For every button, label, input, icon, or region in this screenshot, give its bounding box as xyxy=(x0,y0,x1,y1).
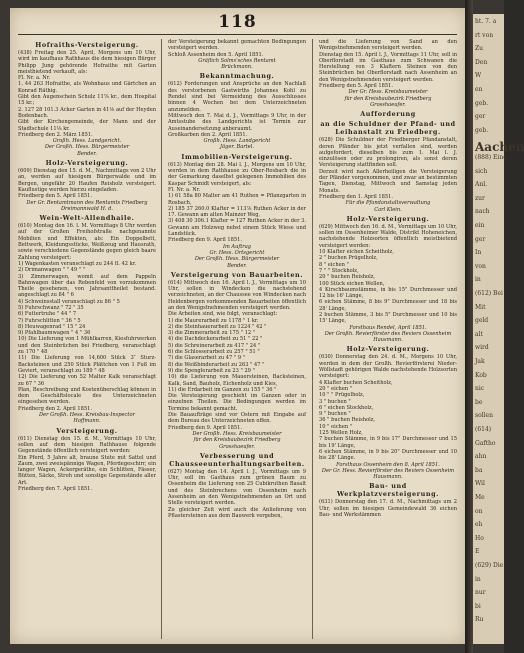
signature-line: Dreimannwald H. d. xyxy=(60,205,114,212)
body-paragraph: 2) Drimanwagen " " 49 " " xyxy=(18,267,86,274)
body-paragraph: 100 Stück eichen Wellen, xyxy=(319,280,385,287)
section-heading: Aufforderung xyxy=(360,110,416,119)
body-paragraph: 2 buchen Stämme, 3 bis 5" Durchmesser und 10 bis 15' Länge, xyxy=(319,311,457,325)
signature-line: Im Auftrag xyxy=(222,243,252,250)
section-heading: Versteigerung von Bauarbeiten. xyxy=(170,270,304,279)
column-divider xyxy=(312,39,313,639)
body-paragraph: 10 " " Prügelholz, xyxy=(319,392,365,399)
body-paragraph: Fl. Nr. a. Nr. xyxy=(168,186,201,193)
body-paragraph: 7 " " Stockholz, xyxy=(319,267,359,274)
adjacent-page-fragment: W xyxy=(475,72,482,80)
body-paragraph: 10) Die Lieferung von 1 Mühlkarren, Kiesfuhrwerken und den Steinbrüchen bei Friedberg, veranschlagt zu 170 " 48 xyxy=(18,336,157,356)
body-paragraph: Friedberg den 5. April 1851. xyxy=(18,193,92,200)
adjacent-page-fragment: geb. xyxy=(475,126,489,134)
adjacent-page-fragment: Kob xyxy=(475,371,487,379)
section-heading: Holz-Versteigerung. xyxy=(346,214,430,223)
body-paragraph: 10 " eichen " xyxy=(319,423,353,430)
signature-line: Hausmann. xyxy=(373,337,403,344)
adjacent-page-fragment: Gaftho xyxy=(475,439,496,447)
signature-line: Grosshaeufer. xyxy=(219,443,255,450)
body-paragraph: 8) die Weißbinderarbeit zu 263 " 47 " xyxy=(168,361,265,368)
body-paragraph: 11) die Erdarbeit im Ganzen zu 155 " 36 " xyxy=(168,386,277,393)
adjacent-page-fragment: nur xyxy=(475,589,486,597)
column-middle xyxy=(168,39,306,639)
adjacent-page-fragment: Wil xyxy=(475,480,485,488)
body-paragraph: 4 Klafter buchen Scheitholz, xyxy=(319,379,393,386)
signature-line: Großh. Hess. Landgericht xyxy=(203,138,271,145)
body-paragraph: Friedberg den 2. April 1851. xyxy=(18,405,92,412)
section-heading: an die Schuldner der Pfand- und Leihanstalt zu Friedberg. xyxy=(320,120,456,137)
signature-line: für den Kreisbaubezirk Friedberg xyxy=(344,95,432,102)
body-paragraph: 20 " eichen " xyxy=(319,385,353,392)
signature-line: Der Gr. Hess. Revierförster des Reviers Ossenheim xyxy=(321,467,455,474)
body-paragraph: 10) die Lieferung von Mauersteinen, Backsteinen, Kalk, Sand, Bauholz, Eichenholz und Kies, xyxy=(168,374,306,387)
body-paragraph: 36 " buchen Reisholz, xyxy=(319,417,376,424)
body-paragraph: (612) Forderungen und Ansprüche an den Nachlaß des verstorbenen Gastwirths Johannes Kohl zu Rendel sind bei Vermeidung des Ausschlusses binnen 4 Wochen bei dem Unterzeichneten anzumelden. xyxy=(168,81,306,113)
body-paragraph: 4 Kirschbaumstämme, in bis 15" Durchmesser und 12 bis 16' Länge, xyxy=(319,286,457,300)
body-paragraph: 8 " eichen " xyxy=(319,261,349,268)
signature-line: Großh. Hess. Landgericht. xyxy=(52,138,122,145)
adjacent-page-fragment: (629) Die xyxy=(475,562,504,569)
section-heading: Holz-Versteigerung. xyxy=(45,159,129,168)
body-paragraph: 2 " buchen Prügelholz, xyxy=(319,255,378,262)
body-paragraph: Ein Pferd, 5 Jahre alt, braune Stute mit Sattel und Zaum, zwei zweispännige Wagen, Pferdegeschirr, ein langer Wagen, Ackergeräthe, ein Schlitten, Fässer, Bütten, Säcke, Stroh und sonstige Gegenstände aller Art. xyxy=(18,454,156,486)
body-paragraph: 2) die Steinhauerarbeit zu 1224 " 42 " xyxy=(168,323,267,330)
body-paragraph: (438) Freitag den 25. April, Morgens um 10 Uhr, wird im kaufhaus Rathhaus die dem hiesigen Bürger Philipp Jung gehörende Hofraithe mit Garten meistbietend verkauft, als: xyxy=(18,50,156,75)
body-paragraph: (631) Donnerstag den 17. d. M., Nachmittags um 2 Uhr, sollen im hiesigen Gemeindewald 36 eichen Bau- und Werkstämmen xyxy=(319,499,457,518)
adjacent-page-fragment: nach xyxy=(475,208,490,216)
body-paragraph: (609) Dienstag den 15. d. M., Nachmittags von 2 Uhr an, werden auf hiesigem Bürgerwalde und im Bergen, ungefähr 20 Haufen Reisholz versteigert. Kauflustige werden hierzu eingeladen. xyxy=(18,168,156,193)
body-paragraph: 9) Pfahlbaumwagen " 4 " 36 xyxy=(18,330,91,337)
body-paragraph: (630) Donnerstag den 24. d. M., Morgens 10 Uhr, werden in dem der Großh. Revierförsterei Nieder-Wöllstadt gehörigen Walde nachstehende Holzsorten versteigert: xyxy=(319,354,457,380)
body-paragraph: Derzeit wird nach Allerheiligen die Versteigerung der Pfänder vorgenommen, und zwar an bestimmten Tagen, Dienstag, Mittwoch und Samstag jeden Monats. xyxy=(319,168,457,194)
body-paragraph: 6) die Schlosserarbeit zu 257 " 51 " xyxy=(168,349,260,356)
adjacent-page-fragment: in xyxy=(475,575,481,583)
adjacent-page-fragment: (612) Bei xyxy=(475,290,503,297)
adjacent-page-fragment: Mit xyxy=(475,303,486,311)
body-paragraph: 1) die Maurerarbeit zu 1178 " 1 kr. xyxy=(168,317,259,324)
signature-line: für den Kreisbaubezirk Friedberg xyxy=(193,437,281,444)
section-heading: Holz-Versteigerung. xyxy=(346,345,430,354)
adjacent-page-fragment: en xyxy=(475,86,483,93)
body-paragraph: 2. 127 28 101.3 Acker Garten in 41⅛ auf der Heyden Bodenbach. xyxy=(18,106,156,119)
body-paragraph: 5) Fuhrschwanz " 72 " 35 xyxy=(18,304,84,311)
signature-line: Forsthaus Rendel, April 1851. xyxy=(349,324,427,331)
body-paragraph: (628) Die Schuldner der Friedberger Pfandanstalt, deren Pfänder bis jetzt verfallen sind, werden aufgefordert, dieselben bis zum 1. Mai l. J. einzulösen oder zu prolongiren, als sonst deren Versteigerung stattfinden soll. xyxy=(319,137,457,169)
signature-line: Bender. xyxy=(227,262,247,269)
adjacent-page-fragment: on xyxy=(475,507,483,515)
body-paragraph: (613) Montag den 28. Mai l. J., Morgens um 10 Uhr, werden in dem Rathhause zu Ober-Rosbach die in der Gemarkung daselbst gelegenen Immobilien des Kaspar Schmidt versteigert, als: xyxy=(168,161,306,187)
section-heading: Verbesserung und Chausseeunterhaltungsarbeiten. xyxy=(169,451,305,468)
page-number: 118 xyxy=(218,12,257,32)
adjacent-page-fragment: ahn xyxy=(475,453,487,461)
body-paragraph: 10 Klafter eichen Scheitholz, xyxy=(319,249,394,256)
signature-line: Für die Pfandanstaltsverwaltung xyxy=(345,200,431,207)
body-paragraph: Friedberg den 1. April 1851. xyxy=(319,193,393,200)
body-paragraph: 6 eichen Stämme, 8 bis 9" Durchmesser und 18 bis 28' Länge, xyxy=(319,299,457,312)
body-paragraph: der Versteigerung bekannt gemachten Bedingungen versteigert werden. xyxy=(168,39,306,52)
adjacent-page-fragment: E xyxy=(475,548,480,556)
body-paragraph: Schloß Assenheim den 5. April 1851. xyxy=(168,51,264,58)
signature-line: Der Großh. Hess. Kreisbaumeister xyxy=(192,430,282,437)
signature-line: Gräflich Solms'sches Rentamt xyxy=(198,57,276,64)
body-paragraph: Zu gleicher Zeit wird auch die Anlieferung von Pflastersteinen aus dem Bauwerk vergeben, xyxy=(168,506,306,519)
signature-line: Der Großh. Hess. Bürgermeister xyxy=(194,256,280,263)
section-heading: Versteigerung. xyxy=(56,426,118,435)
body-paragraph: Gibt den Augenschein Schulz 11⅞ kr., dem Hospital 15 kr.; xyxy=(18,94,156,107)
body-paragraph: 12) Die Lieferung von 52 Malter Kalk veranschlagt zu 67 " 36 xyxy=(18,374,156,387)
body-paragraph: 9 " buchen " xyxy=(319,411,351,418)
newspaper-page xyxy=(10,8,465,644)
adjacent-page-fragment: ein xyxy=(475,222,485,229)
adjacent-page-fragment: geb. xyxy=(475,99,489,107)
body-paragraph: 8) Heuwagenrad " 15 " 24 xyxy=(18,323,86,330)
body-paragraph: Die Arbeiten sind, wie folgt, veranschlagt: xyxy=(168,311,278,318)
section-heading: Wein-Welt-Allendhaile. xyxy=(39,214,135,223)
adjacent-page-fragment: nic xyxy=(475,385,485,393)
adjacent-page-fragment: Aachen xyxy=(475,140,524,155)
adjacent-page-fragment: Anl. xyxy=(475,181,488,189)
signature-line: Der Großh. Hess. Bürgermeister xyxy=(44,144,130,151)
body-paragraph: 6 eichen Stämme, in 9 bis 20" Durchmesser und 10 bis 28' Länge. xyxy=(319,448,457,462)
signature-line: Hoffmann. xyxy=(73,418,101,425)
signature-line: Der Gr. Rentamtmann des Rentamts Friedberg xyxy=(26,199,148,206)
body-paragraph: 125 Wellen Holz, xyxy=(319,430,363,437)
body-paragraph: Mittwoch den 7. Mai d. J., Vormittags 9 Uhr, in der Amtsstube des Landgerichts ist Termin zur Auseinandersetzung anberaumt. xyxy=(168,112,306,132)
adjacent-page-fragment: ger xyxy=(475,113,486,121)
adjacent-page-fragment: Me xyxy=(475,494,485,501)
column-right xyxy=(319,39,457,639)
body-paragraph: 1) Wagenkasten veranschlagt zu 244 fl. 42 kr. xyxy=(18,260,137,267)
signature-line: Carl Klein. xyxy=(374,206,402,213)
body-paragraph: (614) Mittwoch den 16. April l. J., Vormittags um 10 Uhr, sollen in Windecken die nachstehend verzeichneten, an der Chaussee von Windecken nach Heldenbergen vorkommenden Bauarbeiten öffentlich an den Wenigstnehmenden versteigert werden. xyxy=(168,279,307,311)
header-rule xyxy=(18,34,457,35)
body-paragraph: 9) die Spenglerarbeit zu 23 " 29 " xyxy=(168,367,255,374)
adjacent-page-fragment: zur xyxy=(475,194,485,202)
adjacent-page-fragment: rt von xyxy=(475,31,494,39)
column-left xyxy=(18,39,156,639)
body-paragraph: 11) Die Lieferung von 14,600 Stück 3″ Sturz-Backsteinen und 250 Stück Plättchen von 1 Fuß im Geviert, veranschlagt zu 189 " 48 xyxy=(18,355,156,374)
body-paragraph: Gibt der Kirchengemeinde, der Mann und der Stadtschule 11⅛ kr. xyxy=(18,119,156,132)
adjacent-page-fragment: ger xyxy=(475,235,486,243)
body-paragraph: 20 " buchen Reisholz, xyxy=(319,274,376,281)
body-paragraph: 5) die Schreinerarbeit zu 417 " 24 " xyxy=(168,342,261,349)
body-paragraph: Plan, Beschreibung und Kostenüberschlag können in dem Geschäftslocale des Unterzeichneten eingesehen werden. xyxy=(18,386,156,406)
signature-line: Hausmann. xyxy=(373,474,403,481)
section-heading: Bekanntmachung. xyxy=(199,72,275,81)
signature-line: Gr. Hess. Ortsgericht xyxy=(209,249,265,256)
body-paragraph: Fl. Nr. a. Nr. xyxy=(18,75,51,82)
body-paragraph: und die Lieferung von Sand an den Wenigstnehmenden versteigert werden. xyxy=(319,39,457,52)
body-paragraph: 7) Fuhrschlitten " 36 " 5 xyxy=(18,317,81,324)
body-paragraph: 4) die Dachdeckerarbeit zu 51 " 22 " xyxy=(168,336,263,343)
adjacent-page-fragment: bi xyxy=(475,602,481,610)
adjacent-page-fragment: (614) xyxy=(475,426,492,433)
section-heading: Hofraiths-Versteigerung. xyxy=(35,41,139,49)
body-paragraph: 2) 185 37 260.0 Klafter = 113⅞ Ruthen Acker in der 17. Gewann am alten Mainzer Weg, xyxy=(168,205,306,219)
body-paragraph: (611) Dienstag den 15. d. M., Vormittags 10 Uhr, sollen auf dem hiesigen Rathhause folgende Gegenstände öffentlich versteigert werden: xyxy=(18,435,156,455)
signature-line: Jäger. Bartel. xyxy=(220,144,254,151)
body-paragraph: Friedberg den 9. April 1851. xyxy=(168,424,242,431)
signature-line: Grosshaeufer. xyxy=(370,101,406,108)
body-paragraph: 6) Futtertruhe " 44 " 7 xyxy=(18,311,77,318)
body-paragraph: Die Versteigerung geschieht im Ganzen oder in einzelnen Theilen. Die Bedingungen werden im Termine bekannt gemacht. xyxy=(168,393,306,412)
body-paragraph: 3) Zimmerwagen, womit auf dem Pappeln Bahnwagen über das Rebenfeld von vorzukommen Theile gesehenen, von Jahrsanttheilet bestand. angeschlagt zu 84 " 6 xyxy=(18,273,156,299)
body-paragraph: Großkarben den 2. April 1851. xyxy=(168,131,248,138)
body-paragraph: 3) die Zimmerarbeit zu 175 " 12 " xyxy=(168,330,256,337)
adjacent-page-fragment: In xyxy=(475,249,482,257)
adjacent-page-fragment: wird xyxy=(475,344,489,352)
signature-line: Der Gr. Hess. Kreisbaumeister xyxy=(348,89,428,96)
body-paragraph: 3) 408 30 306.1 Klafter = 127 Ruthen Acker in der 3. Gewann am Holzweg nebst einem Stück Wiese und Landstück. xyxy=(168,218,306,238)
section-heading: Bau- und Werkplatzversteigerung. xyxy=(336,482,439,499)
adjacent-page-fragment: eh xyxy=(475,521,483,529)
adjacent-page-fragment: Den xyxy=(475,58,488,66)
body-paragraph: (627) Montag den 14. April l. J., Vormittags um 9 Uhr, soll im Gasthaus zum grünen Baum zu Ossenheim die Lieferung von 25 Cubikruthen Basalt und des Steinbrechens von Ossenheim nach Assenheim an den Wenigstnehmenden an Ort und Stelle versteigert werden. xyxy=(168,468,306,507)
body-paragraph: 1. 44 263 Hofraithe, als Wohnhaus und Gärtchen an Konrad Räthig. xyxy=(18,81,156,94)
body-paragraph: 7 buchen Stämme, in 9 bis 17" Durchmesser und 15 bis 19' Länge, xyxy=(319,436,457,449)
signature-line: Brückmann. xyxy=(221,64,253,71)
adjacent-page-fragment: Jak xyxy=(475,358,485,365)
adjacent-page-strip xyxy=(473,14,524,644)
signature-line: Bender. xyxy=(77,150,97,157)
body-paragraph: Die Bauaufträge sind vor Ostern mit Eingabe auf dem Bureau des Unterzeichneten offen. xyxy=(168,412,306,425)
adjacent-page-fragment: ht. 7. a xyxy=(475,18,497,25)
adjacent-page-fragment: von xyxy=(475,262,486,270)
adjacent-page-fragment: Ru xyxy=(475,616,484,624)
column-divider xyxy=(161,39,162,639)
body-paragraph: 1) 61 58a 80 Malter am 41 Ruthen = Pflanzgarten in Rosbach, xyxy=(168,193,306,206)
adjacent-page-fragment: Zu xyxy=(475,45,484,53)
body-paragraph: Friedberg den 5. April 1851. xyxy=(319,83,393,90)
body-paragraph: 3 " buchen " xyxy=(319,398,351,405)
body-paragraph: (610) Montag den 16. l. M. Vormittags 8 Uhr werden auf der Großen Freihofstraße nachgenannte Mobilien und Effekten, als: Ein Doppelbett, Bettwerk, Kleidungsstücke, Weißzeug und Hausrath, sowie verschiedene Gegenstände gegen gleich baare Zahlung versteigert: xyxy=(18,223,156,261)
signature-line: Forsthaus Ossenheim den 8. April 1851. xyxy=(336,461,440,468)
adjacent-page-fragment: geld xyxy=(475,317,489,325)
adjacent-page-fragment: sich xyxy=(475,167,488,175)
adjacent-page-fragment: be xyxy=(475,398,483,406)
adjacent-page-fragment: ba xyxy=(475,466,483,474)
adjacent-page-fragment: in xyxy=(475,276,481,284)
adjacent-page-fragment: (888) Eine xyxy=(475,154,507,161)
signature-line: Der Großh. Revierförster des Reviers Ossenheim xyxy=(324,330,452,337)
adjacent-page-fragment: sollen xyxy=(475,412,493,420)
body-paragraph: Dienstag den 15. April l. J., Vormittags 11 Uhr, soll in Oberflorstadt im Gasthaus zum Schwanen die Herstellung von 3 Klaftern Steinen von den Steinbrüchen bei Oberflorstadt nach Assenheim an den Wenigstnehmenden versteigert werden. xyxy=(319,51,457,83)
body-paragraph: (629) Mittwoch den 16. d. M., Vormittags um 10 Uhr, sollen im Ossenheimer Walde, Distrikt Hoheneichen, nachstehende Holzsorten öffentlich meistbietend versteigert werden: xyxy=(319,223,457,249)
body-paragraph: 4) Schweinsstall veranschlagt zu 86 " 5 xyxy=(18,298,120,305)
body-paragraph: Friedberg den 7. April 1851. xyxy=(18,486,92,492)
body-paragraph: Friedberg den 2. März 1851. xyxy=(18,131,93,138)
body-paragraph: Friedberg den 9. April 1851. xyxy=(168,237,242,244)
section-heading: Immobilien-Versteigerung. xyxy=(181,152,293,161)
signature-line: Der Großh. Hess. Kreisbau-Inspector xyxy=(39,412,135,419)
body-paragraph: 7) die Glaserarbeit zu 47 " 9 " xyxy=(168,355,246,362)
adjacent-page-fragment: Ho xyxy=(475,534,484,542)
adjacent-page-fragment: alt xyxy=(475,330,483,338)
book-gutter xyxy=(465,0,473,653)
body-paragraph: 6 " eichen Stockholz, xyxy=(319,404,374,411)
